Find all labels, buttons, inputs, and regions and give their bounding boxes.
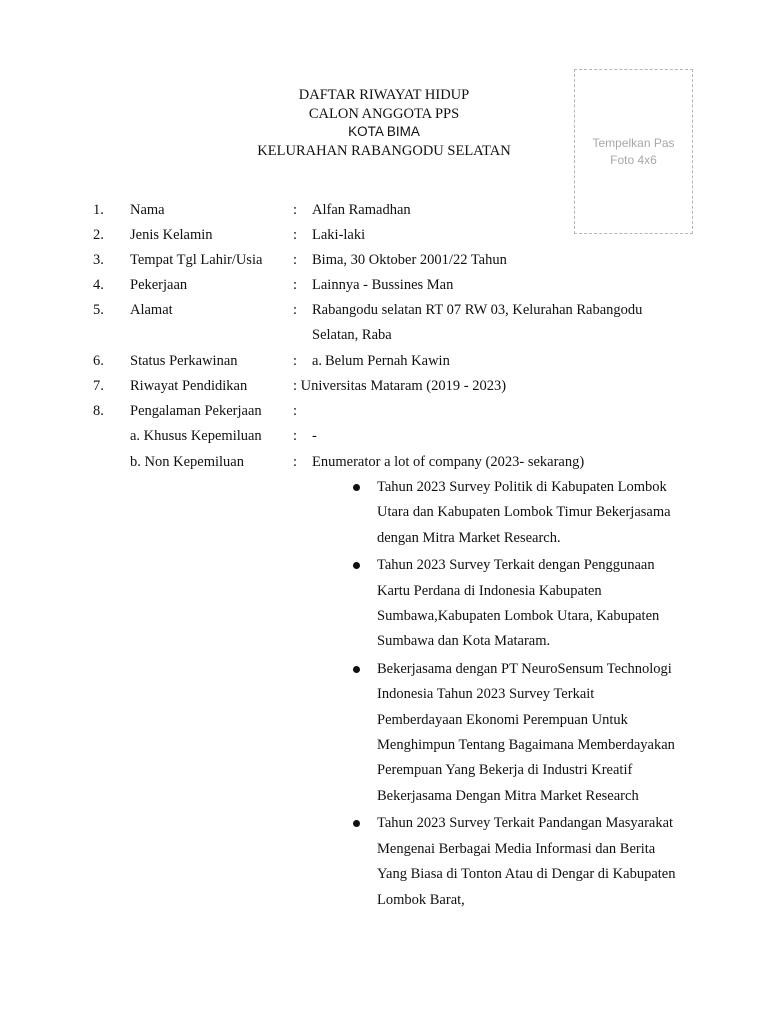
field-separator: : xyxy=(293,302,298,318)
field-row-jenis-kelamin xyxy=(0,223,768,248)
list-item xyxy=(350,657,680,809)
bullet-icon xyxy=(353,562,360,569)
field-row-pengalaman-pekerjaan xyxy=(0,399,768,424)
field-value-continued: Selatan, Raba xyxy=(312,327,392,343)
header-city: KOTA BIMA xyxy=(348,124,420,140)
field-number: 3. xyxy=(93,252,104,268)
bullet-icon xyxy=(353,484,360,491)
list-item-text: Bekerjasama dengan PT NeuroSensum Technologi Indonesia Tahun 2023 Survey Terkait Pemberdayaan Ekonomi Perempuan Untuk Menghimpun Tentang Bagaimana Memberdayakan Perempuan Yang Bekerja di Industri Kreatif Bekerjasama Dengan Mitra Market Research xyxy=(377,660,675,804)
field-number: 7. xyxy=(93,378,104,394)
bullet-icon xyxy=(353,820,360,827)
field-number: 1. xyxy=(93,202,104,218)
subfield-separator: : xyxy=(293,428,298,444)
field-row-alamat xyxy=(0,298,768,323)
field-label: Riwayat Pendidikan xyxy=(130,378,248,394)
list-item xyxy=(350,811,680,913)
header-subtitle: CALON ANGGOTA PPS xyxy=(308,105,460,122)
header-kelurahan: KELURAHAN RABANGODU SELATAN xyxy=(257,143,511,160)
field-row-tempat-tgl-lahir xyxy=(0,248,768,273)
field-separator: : xyxy=(293,403,298,419)
subfield-label: b. Non Kepemiluan xyxy=(130,454,244,470)
field-label: Jenis Kelamin xyxy=(130,227,213,243)
field-label: Pekerjaan xyxy=(130,277,188,293)
field-value: Bima, 30 Oktober 2001/22 Tahun xyxy=(312,252,507,268)
field-number: 4. xyxy=(93,277,104,293)
field-row-nama xyxy=(0,198,768,223)
field-value: Laki-laki xyxy=(312,227,366,243)
experience-bullet-list xyxy=(350,475,680,913)
field-separator: : xyxy=(293,277,298,293)
list-item-text: Tahun 2023 Survey Politik di Kabupaten Lombok Utara dan Kabupaten Lombok Timur Bekerjasama dengan Mitra Market Research. xyxy=(377,479,671,546)
field-separator: : xyxy=(293,252,298,268)
field-label: Nama xyxy=(130,202,165,218)
field-number: 5. xyxy=(93,302,104,318)
document-header xyxy=(200,86,568,161)
field-label: Tempat Tgl Lahir/Usia xyxy=(130,252,263,268)
subfield-value: - xyxy=(312,428,317,444)
subfield-separator: : xyxy=(293,454,298,470)
field-row-alamat-continued xyxy=(0,323,768,348)
field-value: Alfan Ramadhan xyxy=(312,202,411,218)
photo-placeholder-label xyxy=(575,135,692,169)
list-item xyxy=(350,475,680,551)
field-number: 8. xyxy=(93,403,104,419)
photo-label-line1: Tempelkan Pas xyxy=(592,136,675,150)
field-separator: : xyxy=(293,202,298,218)
field-row-pekerjaan xyxy=(0,273,768,298)
photo-label-line2: Foto 4x6 xyxy=(610,153,657,167)
field-label: Alamat xyxy=(130,302,173,318)
subfield-label: a. Khusus Kepemiluan xyxy=(130,428,262,444)
field-separator: : xyxy=(293,353,298,369)
list-item-text: Tahun 2023 Survey Terkait dengan Penggunaan Kartu Perdana di Indonesia Kabupaten Sumbawa,Kabupaten Lombok Utara, Kabupaten Sumbawa dan Kota Mataram. xyxy=(377,557,660,650)
header-title: DAFTAR RIWAYAT HIDUP xyxy=(298,87,470,103)
field-number: 2. xyxy=(93,227,104,243)
field-number: 6. xyxy=(93,353,104,369)
field-value: : Universitas Mataram (2019 - 2023) xyxy=(293,378,507,394)
field-row-status-perkawinan xyxy=(0,349,768,374)
bullet-icon xyxy=(353,666,360,673)
field-separator: : xyxy=(293,227,298,243)
subfield-value: Enumerator a lot of company (2023- sekarang) xyxy=(312,454,585,470)
list-item xyxy=(350,553,680,655)
field-value: Belum Pernah Kawin xyxy=(325,353,450,369)
list-item-text: Tahun 2023 Survey Terkait Pandangan Masyarakat Mengenai Berbagai Media Informasi dan Berita Yang Biasa di Tonton Atau di Dengar di Kabupaten Lombok Barat, xyxy=(377,815,676,908)
field-value: Rabangodu selatan RT 07 RW 03, Kelurahan Rabangodu xyxy=(312,302,643,318)
subfield-row-non-kepemiluan xyxy=(0,450,768,475)
field-value: Lainnya - Bussines Man xyxy=(312,277,454,293)
field-label: Status Perkawinan xyxy=(130,353,238,369)
field-row-riwayat-pendidikan xyxy=(0,374,768,399)
field-label: Pengalaman Pekerjaan xyxy=(130,403,262,419)
field-value-prefix: a. xyxy=(312,353,323,369)
subfield-row-khusus-kepemiluan xyxy=(0,424,768,449)
